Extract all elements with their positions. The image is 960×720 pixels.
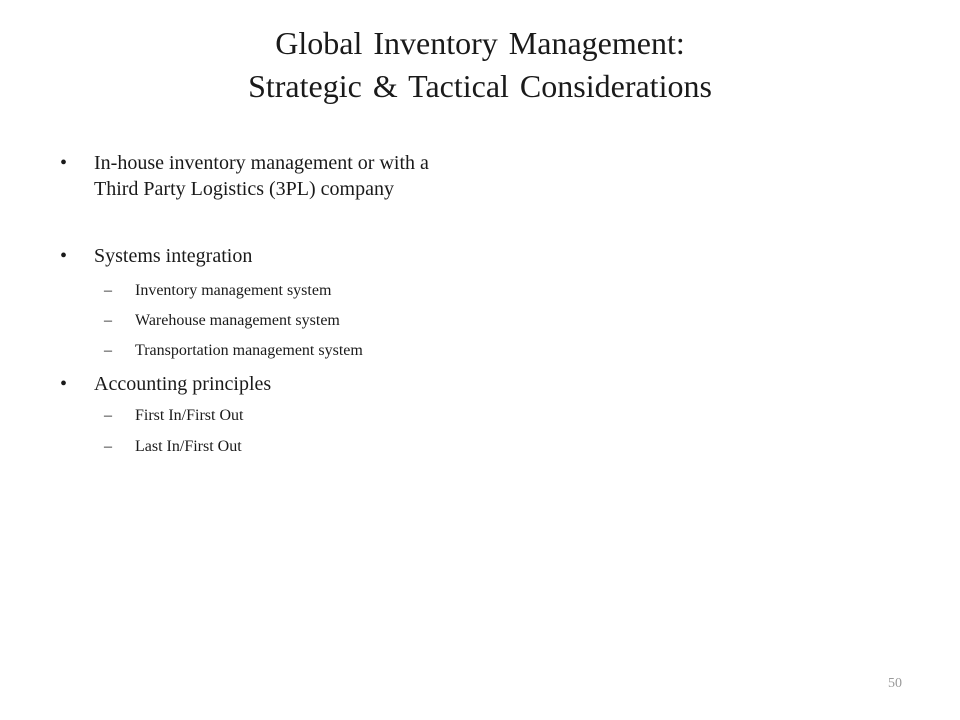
bullet-item: [60, 150, 440, 230]
dash-marker: –: [104, 282, 112, 299]
sub-bullet-text: First In/First Out: [135, 407, 244, 424]
bullet-text: Accounting principles: [94, 373, 272, 395]
dash-marker: –: [104, 312, 112, 329]
bullet-marker: •: [60, 152, 68, 174]
bullet-marker: •: [60, 245, 68, 267]
dash-marker: –: [104, 342, 112, 359]
bullet-item: [60, 371, 440, 399]
sub-bullet-text: Last In/First Out: [135, 438, 242, 455]
dash-marker: –: [104, 407, 112, 424]
sub-bullet-text: Inventory management system: [135, 282, 332, 299]
bullet-item: [60, 243, 440, 271]
slide-title-line-1: Global Inventory Management:: [275, 25, 685, 61]
sub-bullet-text: Transportation management system: [135, 342, 363, 359]
page-number: 50: [888, 676, 902, 691]
bullet-text: In-house inventory management or with a Third Party Logistics (3PL) company: [94, 152, 429, 200]
dash-marker: –: [104, 438, 112, 455]
bullet-marker: •: [60, 373, 68, 395]
bullet-text: Systems integration: [94, 245, 253, 267]
slide-title-line-2: Strategic & Tactical Considerations: [248, 68, 712, 104]
sub-bullet-text: Warehouse management system: [135, 312, 340, 329]
